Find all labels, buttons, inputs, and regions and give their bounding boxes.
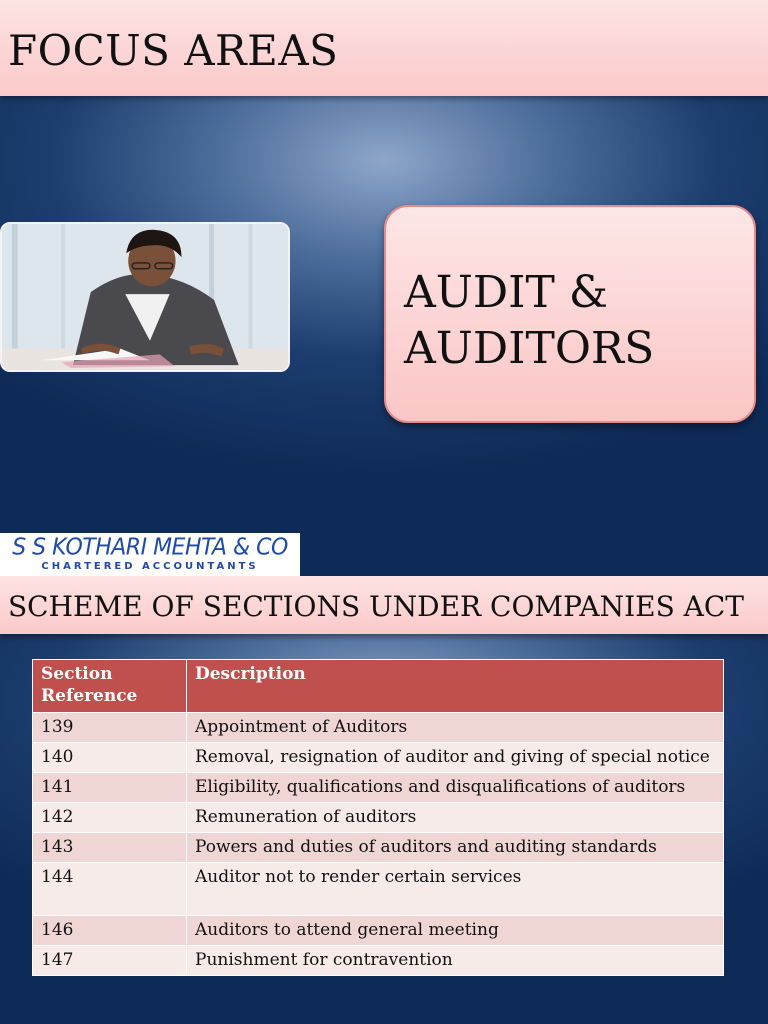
section-description: Powers and duties of auditors and auditing standards [187, 833, 724, 863]
section-number: 143 [33, 833, 187, 863]
callout-line-2: AUDITORS [404, 323, 655, 374]
section-description: Eligibility, qualifications and disqualifications of auditors [187, 773, 724, 803]
table-row [33, 803, 724, 833]
column-header-description: Description [187, 660, 724, 713]
section-description: Auditors to attend general meeting [187, 916, 724, 946]
section-number: 140 [33, 743, 187, 773]
section-number: 142 [33, 803, 187, 833]
section-description: Appointment of Auditors [187, 713, 724, 743]
table-row [33, 863, 724, 916]
woman-reviewing-documents-photo [0, 222, 290, 372]
firm-logo-name: S S KOTHARI MEHTA & CO [12, 534, 288, 561]
table-row [33, 833, 724, 863]
table-header-row [33, 660, 724, 713]
section-number: 144 [33, 863, 187, 916]
table-row [33, 946, 724, 976]
slide-scheme-of-sections [0, 576, 768, 1024]
section-description: Remuneration of auditors [187, 803, 724, 833]
section-description: Punishment for contravention [187, 946, 724, 976]
table-row [33, 916, 724, 946]
section-description: Auditor not to render certain services [187, 863, 724, 916]
table-row [33, 743, 724, 773]
firm-logo-subtitle: CHARTERED ACCOUNTANTS [41, 561, 259, 572]
firm-logo [0, 533, 300, 576]
section-number: 141 [33, 773, 187, 803]
table-row [33, 713, 724, 743]
section-number: 139 [33, 713, 187, 743]
section-number: 146 [33, 916, 187, 946]
section-description: Removal, resignation of auditor and giving of special notice [187, 743, 724, 773]
section-number: 147 [33, 946, 187, 976]
slide-title: FOCUS AREAS [0, 0, 768, 96]
table-row [33, 773, 724, 803]
callout-line-1: AUDIT & [404, 267, 609, 318]
sections-table [32, 659, 724, 976]
column-header-section: Section Reference [33, 660, 187, 713]
topic-callout [384, 205, 756, 423]
slide-title: SCHEME OF SECTIONS UNDER COMPANIES ACT [0, 576, 768, 634]
